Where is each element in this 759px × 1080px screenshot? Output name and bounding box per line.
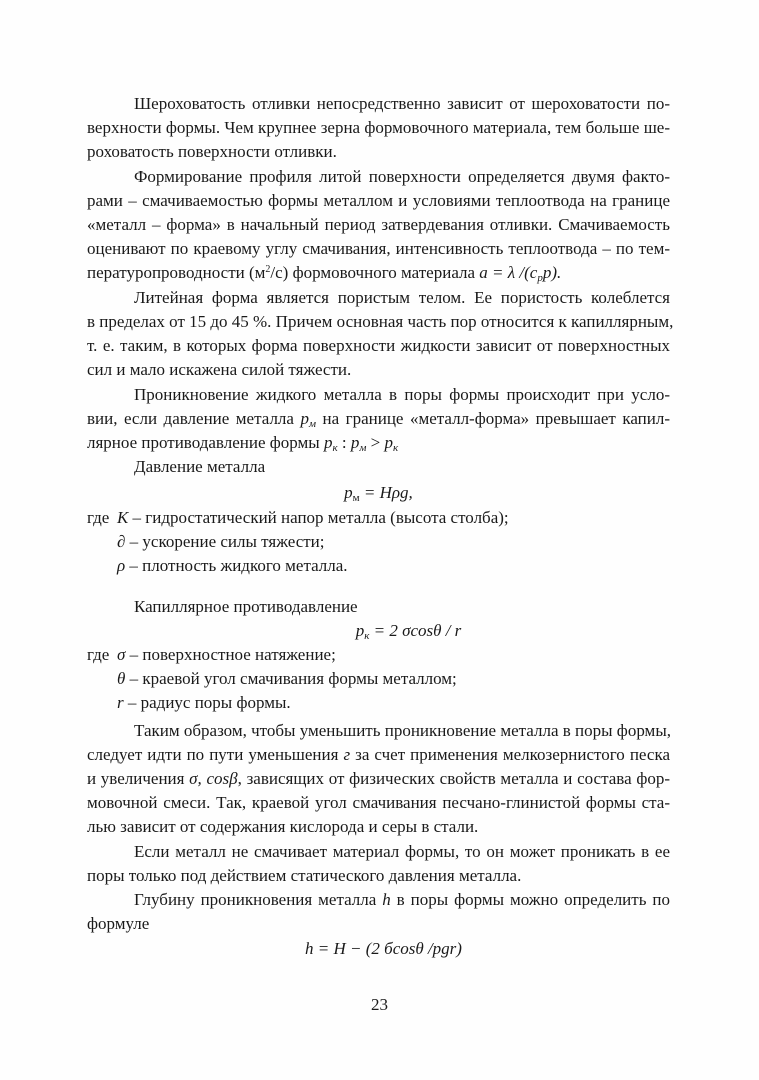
symbol: ρ — [117, 556, 126, 575]
definition-line — [87, 530, 670, 554]
text-line: «металл – форма» в начальный период затвердевания отливки. Смачиваемость — [87, 215, 670, 234]
text-line — [87, 743, 670, 767]
text-fragment: и увеличения — [87, 769, 190, 788]
text-line: мовочной смеси. Так, краевой угол смачивания песчано-глинистой формы ста- — [87, 793, 670, 812]
subscript: м — [359, 442, 367, 454]
symbol: θ — [117, 669, 126, 688]
formula-part: = Hρg, — [359, 483, 413, 502]
text-line: Давление металла — [134, 457, 266, 476]
text-fragment: на границе «металл-форма» превышает капил- — [315, 409, 671, 428]
text-fragment: , зависящих от физических свойств металла и состава фор- — [237, 769, 671, 788]
inline-formula — [384, 433, 398, 452]
subscript: к — [392, 442, 399, 454]
operator: : — [337, 433, 351, 452]
variable: σ, cosβ — [189, 769, 238, 788]
variable: p — [384, 433, 393, 452]
formula-part: = 2 σcosθ / r — [369, 621, 462, 640]
variable: p — [355, 621, 365, 640]
text-line: сил и мало искажена силой тяжести. — [87, 360, 352, 379]
text-line — [87, 888, 670, 912]
symbol: ∂ — [117, 532, 126, 551]
text-fragment: пературопроводности (м — [87, 263, 266, 282]
text-line: Если металл не смачивает материал формы, то он может проникать в ее — [134, 842, 670, 861]
definition-text: – гидростатический напор металла (высота столба); — [128, 508, 509, 527]
subscript: к — [332, 442, 338, 454]
text-line: Литейная форма является пористым телом. Ее пористость колеблется — [134, 288, 670, 307]
formula-h: h = H − (2 бcosθ /pgr) — [305, 939, 462, 958]
variable: p — [300, 409, 309, 428]
text-line: Проникновение жидкого металла в поры формы происходит при усло- — [134, 385, 670, 404]
text-fragment: /с) формовочного материала — [270, 263, 480, 282]
definition-text: – радиус поры формы. — [123, 693, 291, 712]
inline-formula — [479, 263, 561, 282]
text-line: формуле — [87, 914, 150, 933]
where-label: где — [87, 508, 110, 527]
text-line: лью зависит от содержания кислорода и серы в стали. — [87, 817, 479, 836]
symbol: r — [117, 693, 124, 712]
text-fragment: вии, если давление металла — [87, 409, 301, 428]
page-number: 23 — [371, 995, 388, 1014]
text-line: оценивают по краевому углу смачивания, интенсивность теплоотвода – по тем- — [87, 239, 670, 258]
symbol: К — [117, 508, 129, 527]
text-line: поры только под действием статического давления металла. — [87, 866, 522, 885]
definition-line — [87, 667, 670, 691]
text-line — [87, 261, 670, 285]
variable: p — [350, 433, 360, 452]
variable: h — [382, 890, 391, 909]
inline-formula — [351, 433, 367, 452]
inline-formula — [324, 433, 338, 452]
text-line: т. е. таким, в которых форма поверхности жидкости зависит от поверхностных — [87, 336, 670, 355]
text-line: верхности формы. Чем крупнее зерна формовочного материала, тем больше ше- — [87, 118, 670, 137]
text-line: роховатость поверхности отливки. — [87, 142, 337, 161]
subscript: к — [364, 630, 370, 642]
text-line: Таким образом, чтобы уменьшить проникновение металла в поры формы, — [134, 721, 671, 740]
definition-text: – ускорение силы тяжести; — [125, 532, 325, 551]
text-line — [87, 767, 670, 791]
formula-pk — [87, 619, 670, 643]
definition-line — [87, 643, 670, 667]
subscript: м — [352, 492, 360, 504]
formula-pm — [87, 481, 670, 505]
operator: > — [366, 433, 385, 452]
text-line: Капиллярное противодавление — [134, 597, 358, 616]
formula-part: p). — [542, 263, 562, 282]
where-label: где — [87, 645, 110, 664]
definition-text: – поверхностное натяжение; — [125, 645, 336, 664]
symbol: σ — [117, 645, 126, 664]
definition-line — [87, 506, 670, 530]
text-fragment: следует идти по пути уменьшения — [87, 745, 344, 764]
definition-text: – плотность жидкого металла. — [125, 556, 348, 575]
text-line: Формирование профиля литой поверхности определяется двумя факто- — [134, 167, 670, 186]
subscript: м — [308, 418, 316, 430]
text-fragment: в поры формы можно определить по — [390, 890, 670, 909]
variable: p — [344, 483, 353, 502]
variable: p — [323, 433, 333, 452]
text-line — [87, 431, 670, 455]
text-line: Шероховатость отливки непосредственно зависит от шероховатости по- — [134, 94, 670, 113]
definition-text: – краевой угол смачивания формы металлом; — [125, 669, 457, 688]
formula-part: a = λ /(c — [479, 263, 538, 282]
definition-line — [87, 554, 670, 578]
definition-line — [87, 691, 670, 715]
text-line: в пределах от 15 до 45 %. Причем основная часть пор относится к капиллярным, — [87, 312, 674, 331]
text-line: рами – смачиваемостью формы металлом и условиями теплоотвода на границе — [87, 191, 670, 210]
subscript: p — [537, 272, 543, 284]
text-fragment: лярное противодавление формы — [87, 433, 324, 452]
variable: г — [343, 745, 351, 764]
text-fragment: за счет применения мелкозернистого песка — [350, 745, 670, 764]
text-line — [87, 407, 670, 431]
text-fragment: Глубину проникновения металла — [134, 890, 383, 909]
superscript: 2 — [265, 264, 271, 275]
